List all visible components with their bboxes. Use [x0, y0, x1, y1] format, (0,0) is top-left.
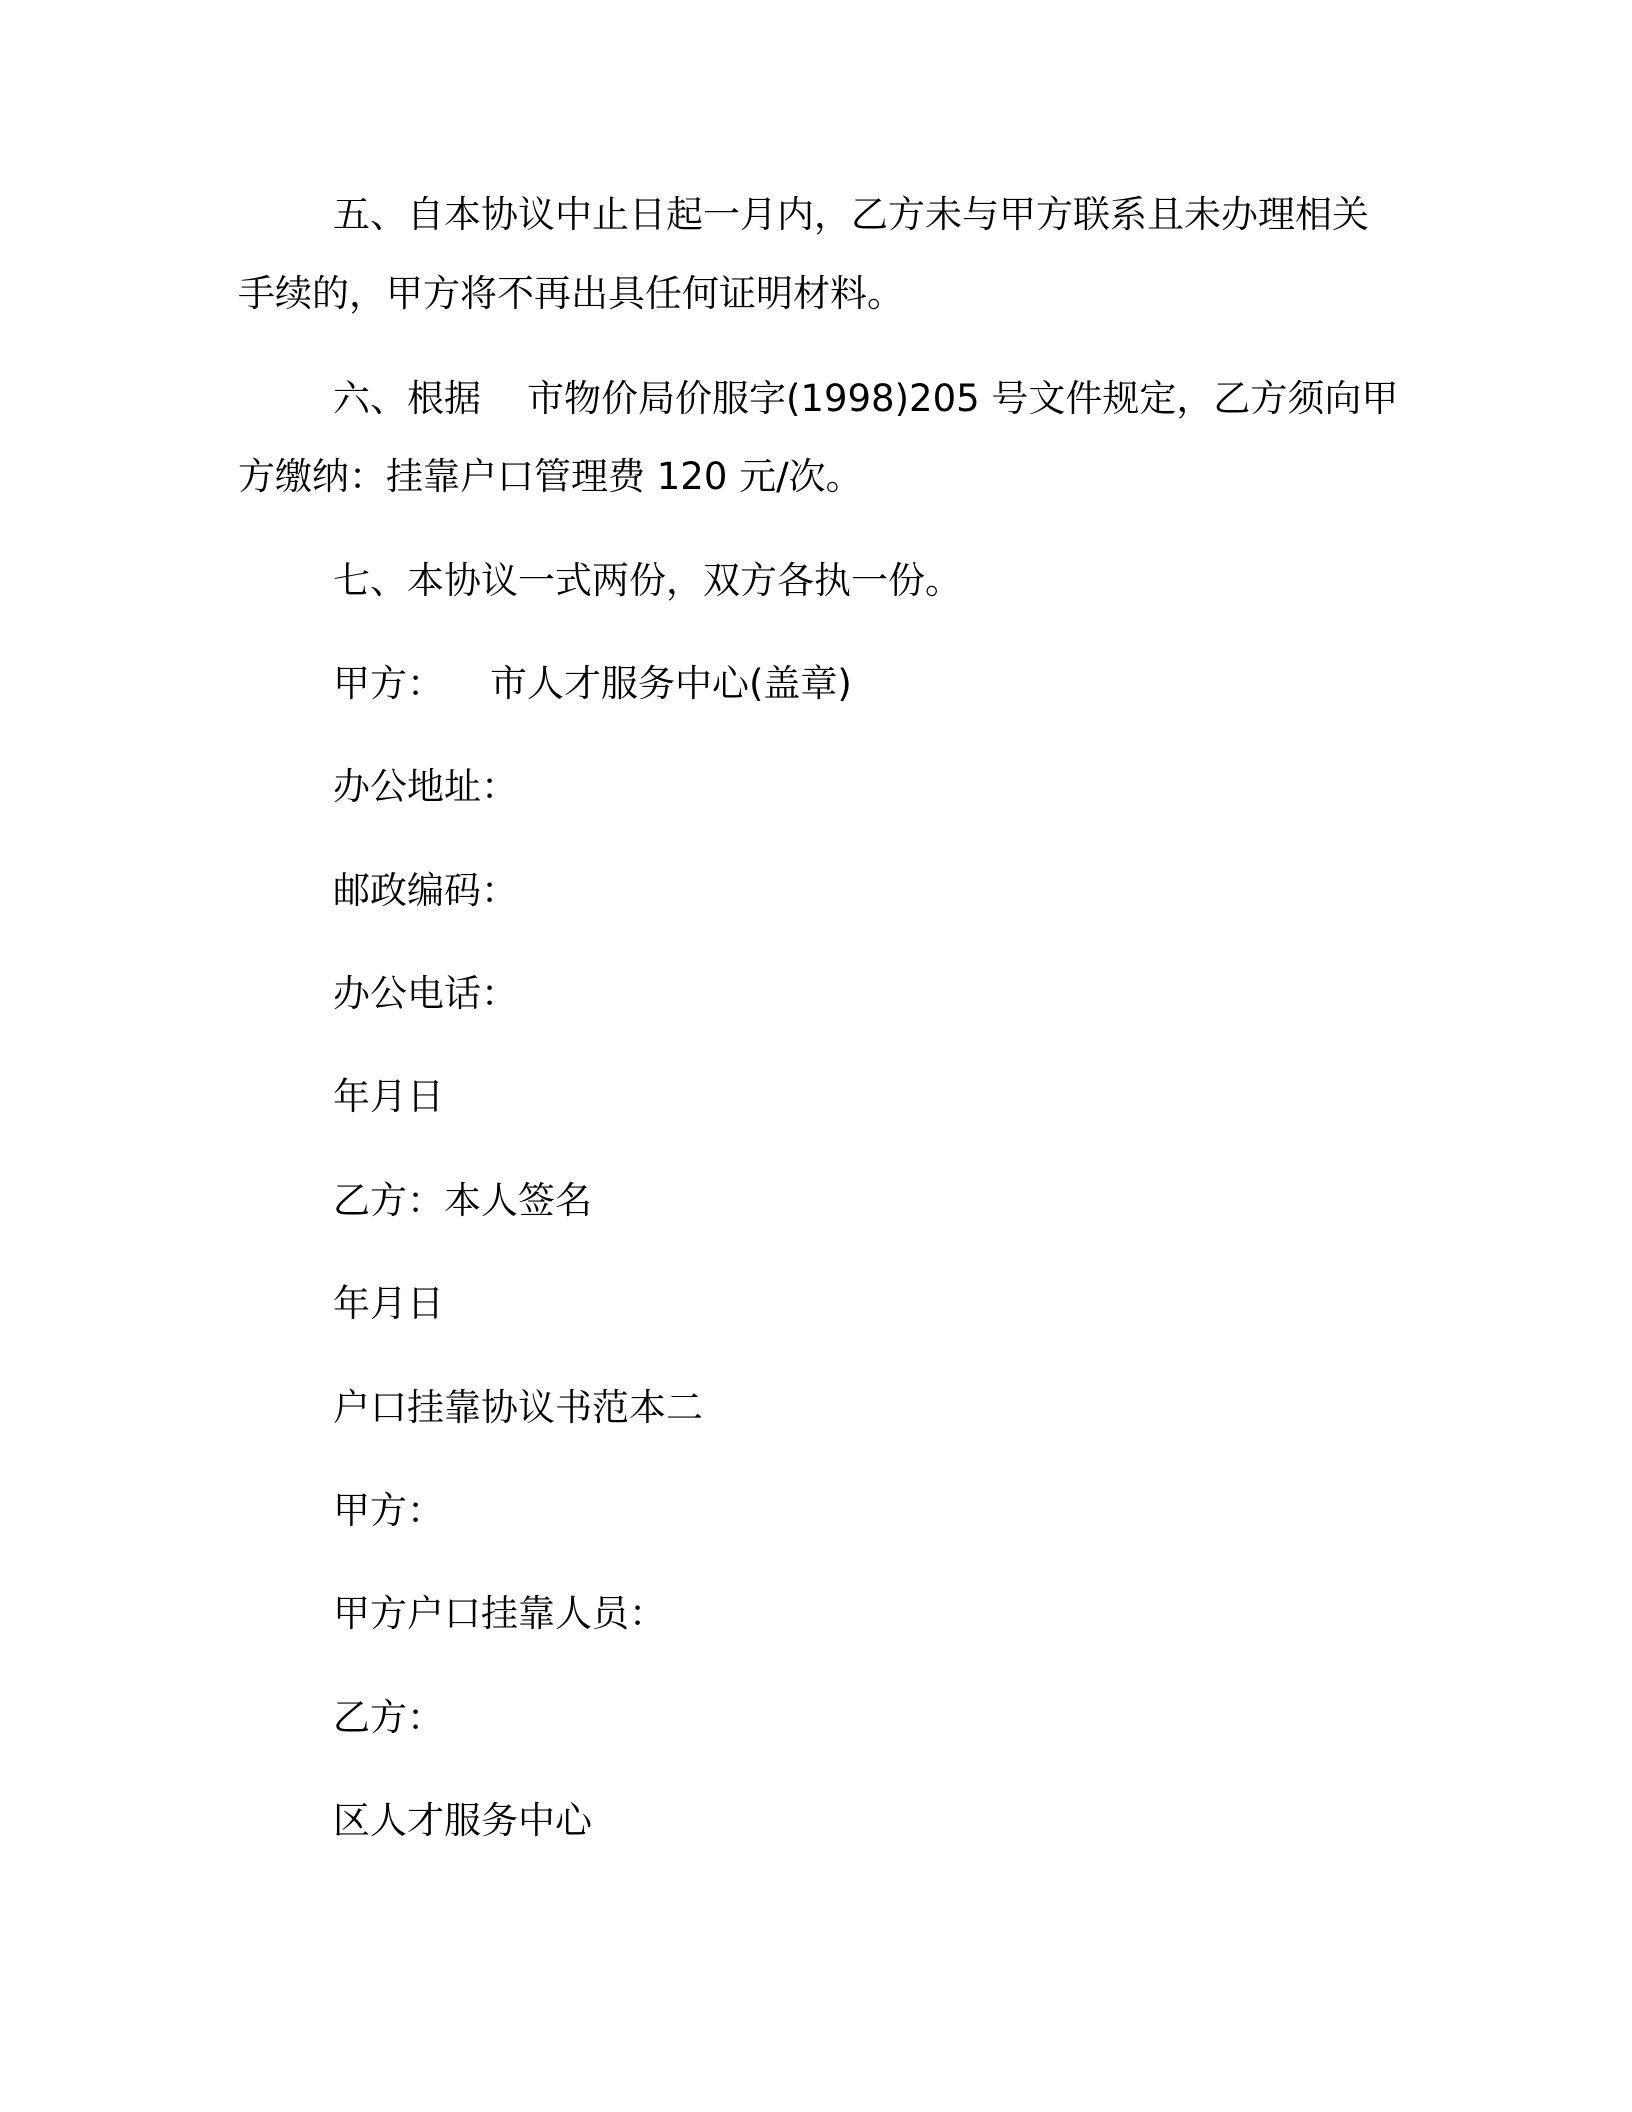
office-phone-label: 办公电话：: [333, 972, 518, 1015]
party-b-line-2: 乙方：: [333, 1696, 444, 1739]
party-a-name: 市人才服务中心(盖章): [490, 662, 852, 705]
postal-code-label: 邮政编码：: [333, 869, 518, 912]
clause-5-line-2: 手续的，甲方将不再出具任何证明材料。: [238, 272, 904, 315]
party-a-label: 甲方：: [333, 662, 444, 705]
party-a-line: [333, 662, 852, 705]
district-center-line: 区人才服务中心: [333, 1799, 592, 1842]
clause-6-prefix: 六、根据: [333, 377, 481, 420]
clause-7: 七、本协议一式两份，双方各执一份。: [333, 559, 962, 602]
clause-6-line-1: [333, 377, 1399, 420]
clause-6-line-2: 方缴纳：挂靠户口管理费 120 元/次。: [238, 455, 863, 498]
office-address-label: 办公地址：: [333, 765, 518, 808]
party-b-sign-line: 乙方：本人签名: [333, 1179, 592, 1222]
date-line-2: 年月日: [333, 1282, 444, 1325]
party-a-members-line: 甲方户口挂靠人员：: [333, 1592, 666, 1635]
clause-6-rule-text: 市物价局价服字(1998)205 号文件规定，乙方须向甲: [527, 377, 1399, 420]
template-title: 户口挂靠协议书范本二: [333, 1386, 703, 1429]
party-a-line-2: 甲方：: [333, 1489, 444, 1532]
clause-5-line-1: 五、自本协议中止日起一月内，乙方未与甲方联系且未办理相关: [333, 193, 1369, 236]
date-line-1: 年月日: [333, 1075, 444, 1118]
